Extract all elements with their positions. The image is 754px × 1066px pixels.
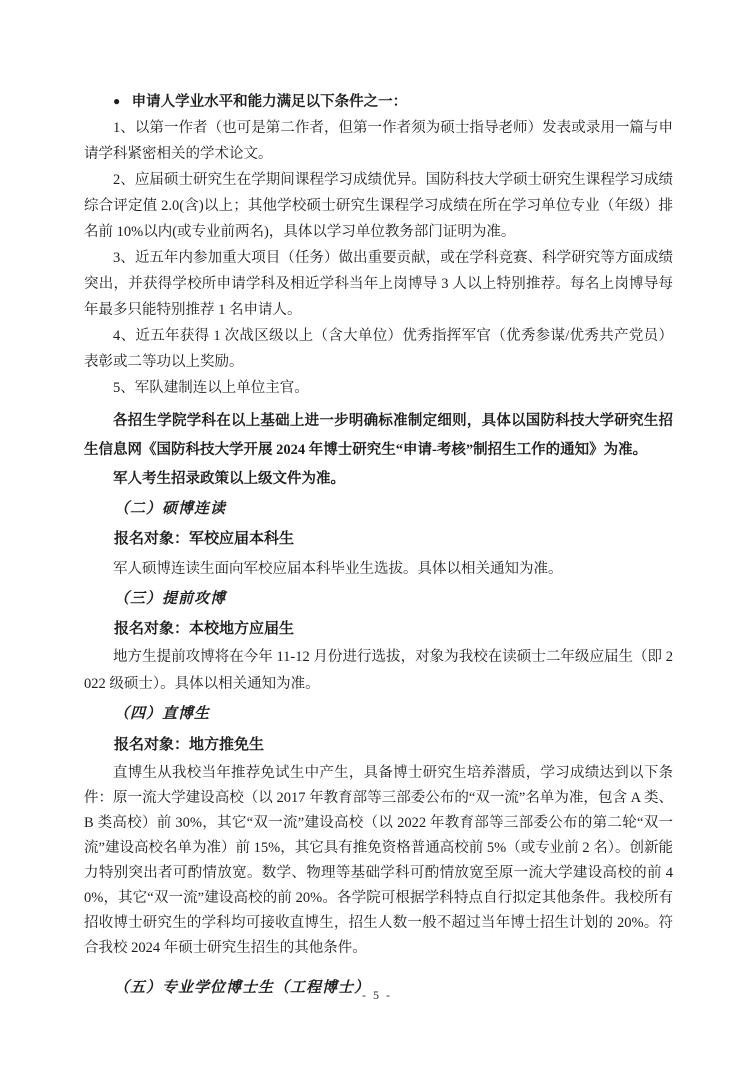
bullet-item-text: 申请人学业水平和能力满足以下条件之一：	[131, 94, 408, 110]
section-heading-2: （二）硕博连读	[114, 501, 227, 517]
target-label: 报名对象：本校地方应届生	[114, 621, 295, 637]
list-item: 2、应届硕士研究生在学期间课程学习成绩优异。国防科技大学硕士研究生课程学习成绩综合评定值 2.0(含)以上；其他学校硕士研究生课程学习成绩在所在学习单位专业（年级）排名前 10%以内(或专业前两名)，具体以学习单位教务部门证明为准。	[84, 172, 673, 240]
bullet-item	[84, 88, 673, 115]
target-label: 报名对象：地方推免生	[114, 737, 265, 753]
section-heading-4: （四）直博生	[114, 706, 211, 722]
page-content	[84, 88, 673, 1003]
list-item: 1、以第一作者（也可是第二作者，但第一作者须为硕士指导老师）发表或录用一篇与申请学科紧密相关的学术论文。	[84, 120, 673, 162]
list-item: 5、军队建制连以上单位主官。	[113, 380, 309, 396]
section-heading-3: （三）提前攻博	[114, 591, 227, 607]
emphasis-paragraph: 各招生学院学科在以上基础上进一步明确标准制定细则，具体以国防科技大学研究生招生信息网《国防科技大学开展 2024 年博士研究生“申请-考核”制招生工作的通知》为准。	[84, 413, 673, 458]
page-number: - 5 -	[362, 988, 392, 1002]
list-item: 3、近五年内参加重大项目（任务）做出重要贡献，或在学科竞赛、科学研究等方面成绩突出，并获得学校所申请学科及相近学科当年上岗博导 3 人以上特别推荐。每名上岗博导每年最多只能特别推荐 1 名申请人。	[84, 250, 673, 318]
list-item: 4、近五年获得 1 次战区级以上（含大单位）优秀指挥军官（优秀参谋/优秀共产党员）表彰或二等功以上奖励。	[84, 328, 673, 370]
section-body: 地方生提前攻博将在今年 11-12 月份进行选拔，对象为我校在读硕士二年级应届生（即 2022 级硕士）。具体以相关通知为准。	[84, 649, 673, 692]
section-body: 军人硕博连读生面向军校应届本科毕业生选拔。具体以相关通知为准。	[113, 561, 563, 577]
target-label: 报名对象：军校应届本科生	[114, 531, 295, 547]
section-body: 直博生从我校当年推荐免试生中产生，具备博士研究生培养潜质，学习成绩达到以下条件：原一流大学建设高校（以 2017 年教育部等三部委公布的“双一流”名单为准，包含 A 类、B 类高校）前 30%，其它“双一流”建设高校（以 2022 年教育部等三部委公布的第二轮“双一流”建设高校名单为准）前 15%，其它具有推免资格普通高校前 5%（或专业前 2 名）。创新能力特别突出者可酌情放宽。数学、物理等基础学科可酌情放宽至原一流大学建设高校的前 40%，其它“双一流”建设高校的前 20%。各学院可根据学科特点自行拟定其他条件。我校所有招收博士研究生的学科均可接收直博生，招生人数一般不超过当年博士招生计划的 20%。符合我校 2024 年硕士研究生招生的其他条件。	[84, 765, 673, 956]
section-heading-5: （五）专业学位博士生（工程博士）	[114, 980, 371, 996]
emphasis-paragraph: 军人考生招录政策以上级文件为准。	[113, 471, 345, 487]
bullet-icon: ●	[113, 94, 121, 108]
